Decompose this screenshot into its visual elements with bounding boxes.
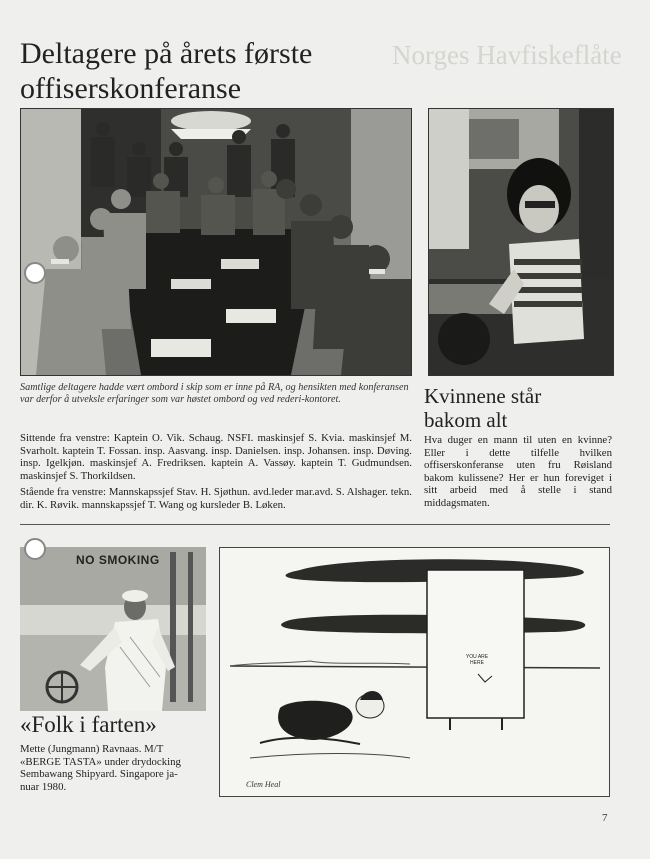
shipyard-photo-image <box>20 547 206 711</box>
folk-caption-line-4: nuar 1980. <box>20 780 67 793</box>
folk-caption-line-3: Sembawang Shipyard. Singapore ja- <box>20 768 178 781</box>
bleed-through-title: Norges Havfiskeflåte <box>392 40 622 70</box>
headline-line-1: Deltagere på årets første <box>20 37 313 70</box>
photo-caption: Samtlige deltagere hadde vært ombord i skip som er inne på RA, og hensikten med konferansen var derfor å utveksle erfaringer som var høstet ombord og ved rederi-kontoret. <box>20 382 409 405</box>
standing-participants: Stående fra venstre: Mannskapssjef Stav. H. Sjøthun. avd.leder mar.avd. S. Alshager. tekn. dir. K. Røvik. mannskapssjef T. Wang og kursleder B. Løken. <box>20 486 412 511</box>
kitchen-photo-image <box>429 109 613 375</box>
no-smoking-sign: NO SMOKING <box>76 553 160 567</box>
cartoon <box>219 547 610 797</box>
women-heading <box>424 384 624 432</box>
cartoon-signature: Clem Heal <box>246 780 281 789</box>
women-text: Hva duger en mann til uten en kvinne? Eller i dette tilfelle hvilken offiserskonferanse uten fru Røisland bakom kulissene? Her er hun foreviget i sitt arbeid med å stelle i stand middagsmaten. <box>424 434 612 509</box>
page-number: 7 <box>602 812 608 824</box>
headline <box>20 36 400 106</box>
folk-caption-line-2: «BERGE TASTA» under drydocking <box>20 755 181 768</box>
you-are-here-sign <box>464 654 490 666</box>
kitchen-photo <box>428 108 614 376</box>
headline-line-2: offiserskonferanse <box>20 72 242 105</box>
binder-hole-top <box>24 262 46 284</box>
section-divider <box>20 524 610 525</box>
conference-photo-image <box>21 109 411 375</box>
shipyard-photo <box>20 547 206 711</box>
folk-heading: «Folk i farten» <box>20 712 157 737</box>
sign-line-2: HERE <box>470 660 484 666</box>
women-heading-line-2: bakom alt <box>424 408 508 432</box>
sitting-participants: Sittende fra venstre: Kaptein O. Vik. Schaug. NSFI. maskinsjef S. Kvia. maskinsjef M. Svarholt. kaptein T. Fossan. insp. Aasvang. insp. Danielsen. insp. Johansen. insp. Døving. insp. Igelkjøn. maskinsjef A. Fredriksen. kaptein A. Vassøy. kaptein T. Gudmundsen. maskinsjef S. Thorkildsen. <box>20 432 412 482</box>
cartoon-drawing <box>220 548 609 796</box>
folk-caption <box>20 743 220 793</box>
sign-line-1: YOU ARE <box>465 654 489 660</box>
binder-hole-bottom <box>24 538 46 560</box>
folk-caption-line-1: Mette (Jungmann) Ravnaas. M/T <box>20 743 164 755</box>
women-heading-line-1: Kvinnene står <box>424 384 542 408</box>
conference-photo <box>20 108 412 376</box>
